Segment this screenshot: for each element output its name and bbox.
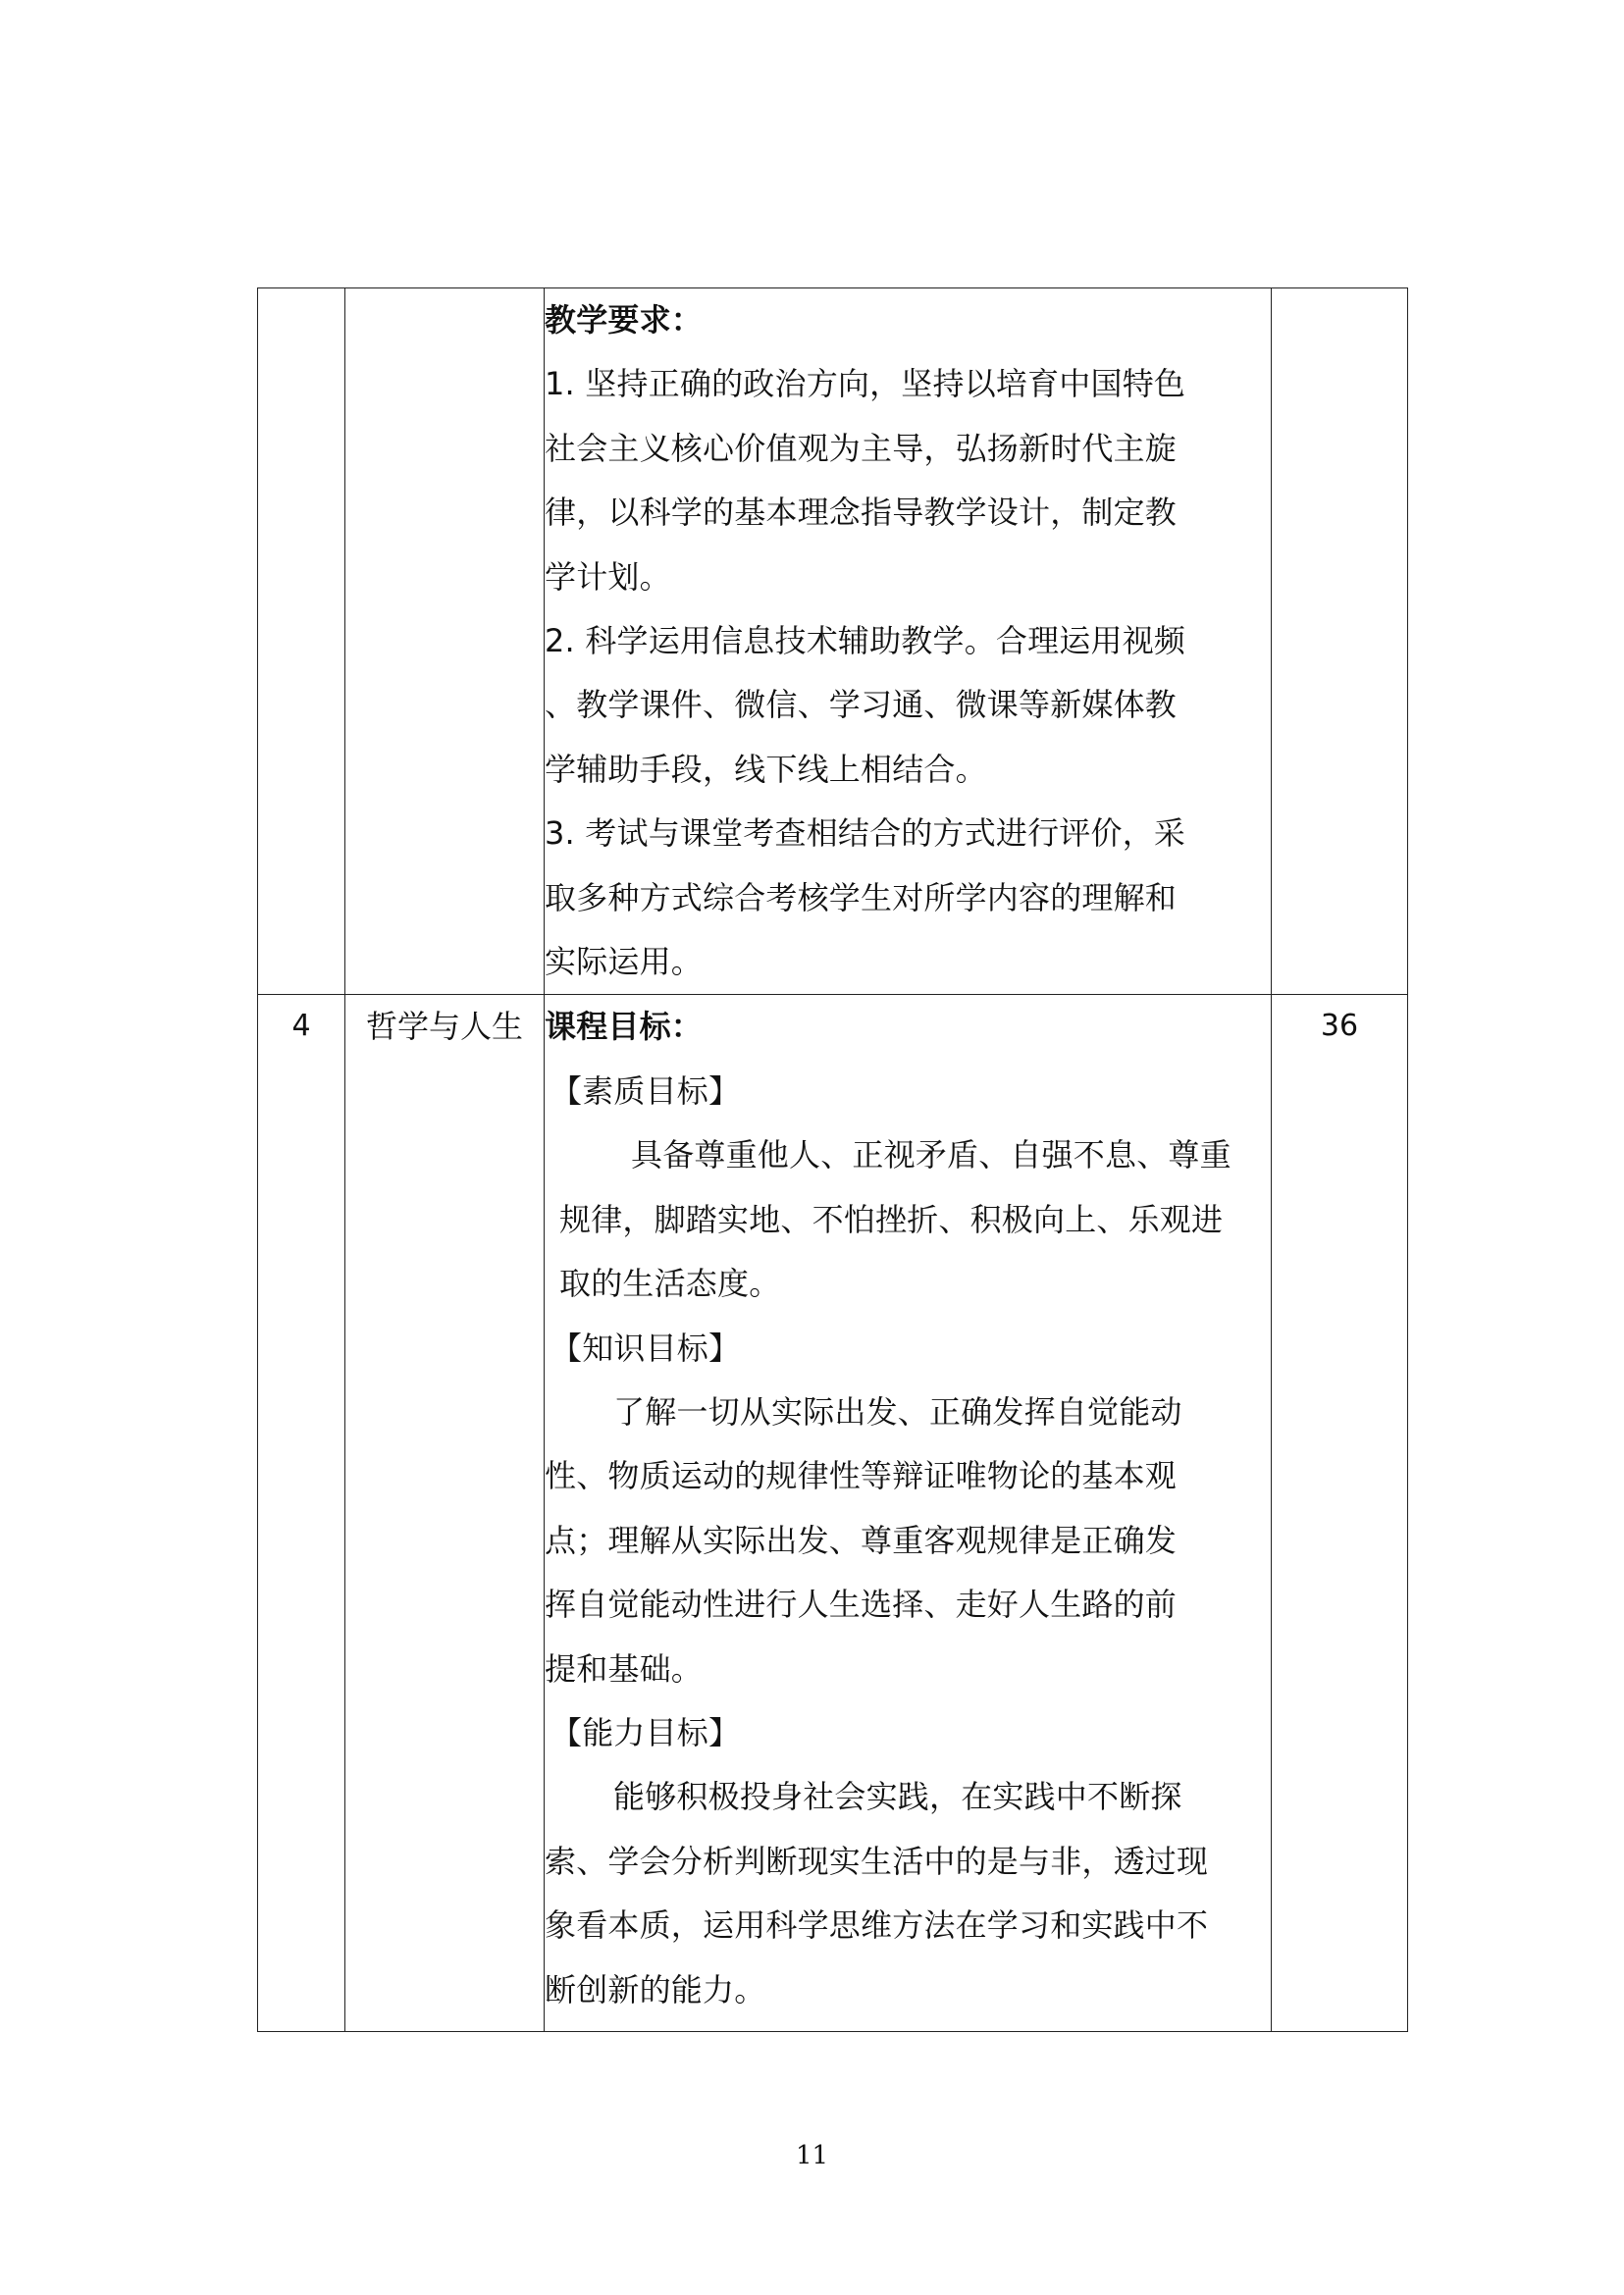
course-name	[345, 288, 545, 995]
content-line: 社会主义核心价值观为主导，弘扬新时代主旋	[545, 429, 1178, 467]
content-line: 1. 坚持正确的政治方向，坚持以培育中国特色	[545, 365, 1186, 403]
content-line: 能够积极投身社会实践，在实践中不断探	[613, 1778, 1182, 1816]
row-index: 4	[258, 995, 345, 2032]
page-number: 11	[795, 2141, 829, 2170]
content-line: 提和基础。	[545, 1649, 704, 1688]
requirements-heading: 教学要求：	[545, 301, 704, 339]
content-line: 断创新的能力。	[545, 1970, 766, 2008]
content-line: 了解一切从实际出发、正确发挥自觉能动	[613, 1392, 1182, 1431]
content-line: 学计划。	[545, 557, 671, 596]
content-line: 实际运用。	[545, 943, 704, 981]
course-name: 哲学与人生	[345, 995, 545, 2032]
content-line: 性、物质运动的规律性等辩证唯物论的基本观	[545, 1457, 1178, 1495]
content-line: 律，以科学的基本理念指导教学设计，制定教	[545, 494, 1178, 532]
content-line: 2. 科学运用信息技术辅助教学。合理运用视频	[545, 622, 1186, 660]
content-line: 挥自觉能动性进行人生选择、走好人生路的前	[545, 1586, 1178, 1624]
content-line: 象看本质，运用科学思维方法在学习和实践中不	[545, 1906, 1209, 1945]
content-line: 取多种方式综合考核学生对所学内容的理解和	[545, 878, 1178, 916]
hours-cell: 36	[1272, 995, 1408, 2032]
section-heading: 【知识目标】	[550, 1329, 741, 1367]
content-line: 规律，脚踏实地、不怕挫折、积极向上、乐观进	[559, 1200, 1224, 1238]
course-description	[545, 288, 1272, 995]
course-table	[257, 287, 1408, 2032]
goals-heading: 课程目标：	[545, 1008, 704, 1046]
content-line: 学辅助手段，线下线上相结合。	[545, 750, 987, 788]
table-row	[258, 995, 1408, 2032]
content-line: 索、学会分析判断现实生活中的是与非，透过现	[545, 1842, 1209, 1880]
section-heading: 【能力目标】	[550, 1713, 741, 1751]
content-line: 、教学课件、微信、学习通、微课等新媒体教	[545, 686, 1178, 724]
row-index	[258, 288, 345, 995]
course-description	[545, 995, 1272, 2032]
hours-cell	[1272, 288, 1408, 995]
content-line: 取的生活态度。	[559, 1265, 781, 1303]
content-line: 3. 考试与课堂考查相结合的方式进行评价，采	[545, 814, 1186, 853]
section-heading: 【素质目标】	[550, 1071, 741, 1110]
table-row	[258, 288, 1408, 995]
content-line: 点；理解从实际出发、尊重客观规律是正确发	[545, 1521, 1178, 1559]
content-line: 具备尊重他人、正视矛盾、自强不息、尊重	[631, 1136, 1231, 1174]
